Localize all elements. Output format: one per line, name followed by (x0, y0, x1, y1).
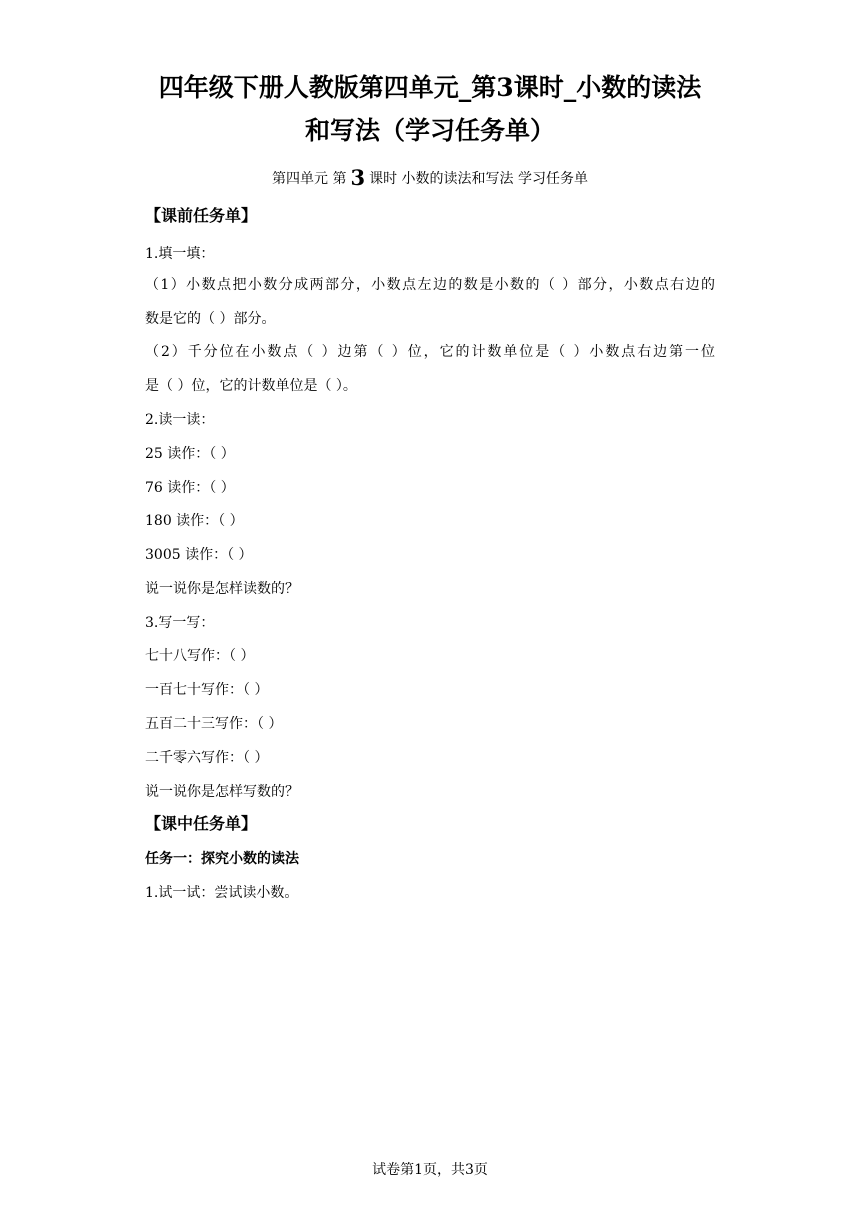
q2-question: 说一说你是怎样读数的？ (145, 581, 299, 597)
document-subtitle (130, 167, 730, 190)
q1-label: 1.填一填： (145, 246, 215, 262)
q2-item-1: 25 读作：（ ） (145, 446, 235, 462)
in-class-heading: 【课中任务单】 (145, 814, 258, 833)
q2-item-2: 76 读作：（ ） (145, 480, 235, 496)
task1-item-1: 1.试一试：尝试读小数。 (145, 885, 299, 901)
q3-item-4: 二千零六写作：（ ） (145, 750, 269, 766)
q1-item1-line1: （1）小数点把小数分成两部分，小数点左边的数是小数的（ ）部分，小数点右边的 (145, 277, 715, 293)
pre-class-heading: 【课前任务单】 (145, 206, 258, 225)
subtitle-part-2: 课时 小数的读法和写法 学习任务单 (369, 171, 588, 187)
document-title-line-1: 四年级下册人教版第四单元_第3课时_小数的读法 (158, 73, 702, 102)
q3-label: 3.写一写： (145, 615, 215, 631)
page-footer: 试卷第1页，共3页 (372, 1162, 488, 1178)
q3-question: 说一说你是怎样写数的？ (145, 784, 299, 800)
q2-item-3: 180 读作：（ ） (145, 513, 244, 529)
subtitle-lesson-number: 3 (350, 165, 366, 190)
document-title-line-2: 和写法（学习任务单） (304, 116, 555, 145)
q2-item-4: 3005 读作：（ ） (145, 547, 253, 563)
subtitle-part-1: 第四单元 第 (272, 171, 347, 187)
q1-item2-line1: （2）千分位在小数点（ ）边第（ ）位，它的计数单位是（ ）小数点右边第一位 (145, 344, 715, 360)
q3-item-1: 七十八写作：（ ） (145, 648, 255, 664)
q1-item2-line2: 是（ ）位，它的计数单位是（ ）。 (145, 378, 357, 394)
q3-item-2: 一百七十写作：（ ） (145, 682, 269, 698)
q1-item1-line2: 数是它的（ ）部分。 (145, 311, 276, 327)
q3-item-3: 五百二十三写作：（ ） (145, 716, 283, 732)
task1-heading: 任务一：探究小数的读法 (145, 851, 299, 867)
q2-label: 2.读一读： (145, 412, 215, 428)
